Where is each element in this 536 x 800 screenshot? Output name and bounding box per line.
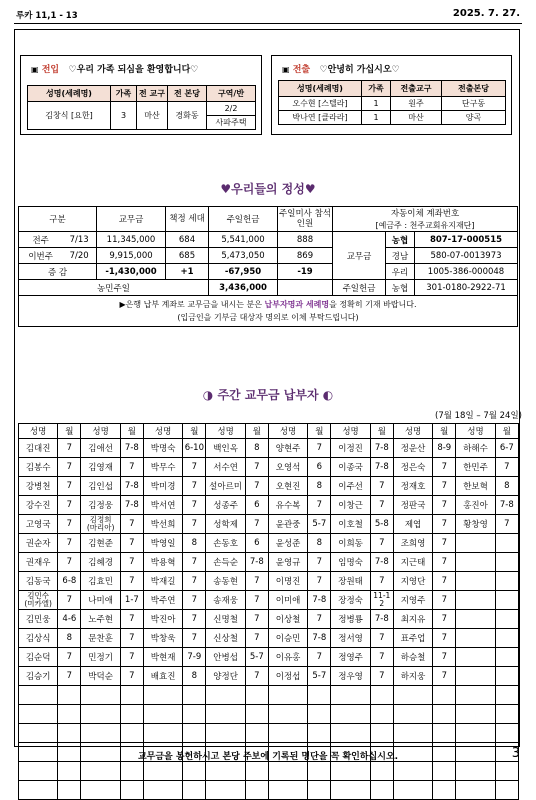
table-row (19, 515, 519, 534)
move-out-table: 성명(세례명) 가족 전출교구 전출본당 오수현 [스텔라] 1 원주 단구동 박나연 [클라라] 1 마산 양곡 (278, 80, 506, 125)
table-cell: 김인섭 (81, 477, 120, 496)
table-row (19, 534, 519, 553)
table-row (19, 458, 519, 477)
table-cell: 지근태 (393, 553, 432, 572)
empty-row (19, 724, 519, 743)
table-cell: 7 (120, 610, 143, 629)
square-icon: ▣ (31, 65, 39, 74)
table-cell: 7 (120, 553, 143, 572)
table-cell: 양정단 (206, 667, 245, 686)
table-cell: 박덕순 (81, 667, 120, 686)
table-cell: 7 (370, 667, 393, 686)
table-cell: 7 (370, 477, 393, 496)
table-cell: 7 (245, 515, 268, 534)
table-cell: 6-7 (495, 439, 518, 458)
col-header-month: 월 (370, 424, 393, 439)
table-cell: 7 (245, 667, 268, 686)
table-cell: 김순덕 (19, 648, 58, 667)
table-cell: 7 (245, 591, 268, 610)
table-cell: 7 (183, 629, 206, 648)
table-cell: 7 (183, 458, 206, 477)
table-cell: 7 (245, 629, 268, 648)
col-header-name: 성명 (19, 424, 58, 439)
table-row (19, 629, 519, 648)
table-cell: 윤영규 (268, 553, 307, 572)
col-header-month: 월 (245, 424, 268, 439)
table-cell: 5-8 (370, 515, 393, 534)
empty-row (19, 705, 519, 724)
table-cell: 7 (245, 477, 268, 496)
table-cell: 7 (495, 515, 518, 534)
col-header-name: 성명 (456, 424, 495, 439)
table-cell: 강병천 (19, 477, 58, 496)
table-cell: 신명철 (206, 610, 245, 629)
table-row (19, 496, 519, 515)
table-cell: 윤관중 (268, 515, 307, 534)
table-cell (495, 553, 518, 572)
table-cell: 8 (495, 477, 518, 496)
table-cell: 박진아 (143, 610, 182, 629)
table-cell: 박주연 (143, 591, 182, 610)
table-cell: 박명숙 (143, 439, 182, 458)
table-cell: 7 (120, 515, 143, 534)
table-cell: 7 (58, 496, 81, 515)
footer-note: 교무금을 봉헌하시고 본당 주보에 기록된 명단을 꼭 확인하십시오. (137, 752, 399, 762)
table-cell: 김애선 (81, 439, 120, 458)
table-cell: 서수연 (206, 458, 245, 477)
table-cell: 박영일 (143, 534, 182, 553)
col-header-month: 월 (58, 424, 81, 439)
table-cell: 민정기 (81, 648, 120, 667)
table-cell (495, 591, 518, 610)
table-cell: 7 (370, 629, 393, 648)
table-cell: 설아르미 (206, 477, 245, 496)
table-cell: 김효민 (81, 572, 120, 591)
table-cell: 정병룡 (331, 610, 370, 629)
table-cell: 정우영 (331, 667, 370, 686)
table-cell: 7 (120, 572, 143, 591)
table-cell: 8 (308, 534, 331, 553)
table-row (19, 477, 519, 496)
table-cell: 제엽 (393, 515, 432, 534)
table-cell: 7 (58, 591, 81, 610)
table-cell: 7 (245, 610, 268, 629)
table-cell: 김동국 (19, 572, 58, 591)
bulletin-date: 2025. 7. 27. (452, 8, 520, 19)
table-cell: 이미애 (268, 591, 307, 610)
table-cell: 7 (120, 458, 143, 477)
table-cell: 7 (433, 610, 456, 629)
table-cell: 7 (58, 477, 81, 496)
table-cell: 7 (433, 496, 456, 515)
table-cell: 정서영 (331, 629, 370, 648)
table-cell: 오영석 (268, 458, 307, 477)
table-cell: 7 (370, 648, 393, 667)
table-cell: 11-1 2 (370, 591, 393, 610)
table-cell: 강수진 (19, 496, 58, 515)
table-cell: 7 (183, 591, 206, 610)
move-out-title: ▣ 전출 ♡안녕히 가십시오♡ (282, 65, 400, 75)
move-in-box (20, 55, 262, 135)
col-header-name: 성명 (268, 424, 307, 439)
table-cell: 하지웅 (393, 667, 432, 686)
table-cell: 고영국 (19, 515, 58, 534)
table-cell: 7 (58, 553, 81, 572)
table-cell: 6 (245, 534, 268, 553)
table-cell (456, 667, 495, 686)
table-cell: 7 (58, 667, 81, 686)
table-cell: 이승민 (268, 629, 307, 648)
table-cell: 박선희 (143, 515, 182, 534)
table-cell: 박용혁 (143, 553, 182, 572)
table-cell (456, 572, 495, 591)
table-cell: 윤성준 (268, 534, 307, 553)
offering-table: 구분 교무금 책정 세대 주일헌금 주일미사 참석인원 자동이체 계좌번호 [예금주 : 천주교회유지재단] 전주 7/13 11,345,000 684 5,541,000 888 교무금 농협 807-17-000515 이번주 7/20 9,915,000 685 5,473,050 869 경남 580-07-0013973 증 감 -1,430,000 +1 -67,950 -19 우리 1005-386-000048 농민주일 3,436,000 주일헌금 농협 301-0180-2922-71 ▶은행 납부 계좌로 교무금을 내시는 분은 납부자명과 세례명을 정확히 기재 바랍니다. (입금인을 기부금 대상자 명의로 이체 부탁드립니다) (18, 206, 518, 327)
table-cell: 7-8 (370, 439, 393, 458)
page-header (14, 6, 522, 20)
table-cell: 이정섭 (268, 667, 307, 686)
table-cell: 홍진아 (456, 496, 495, 515)
table-cell: 박현재 (143, 648, 182, 667)
table-cell: 7 (245, 458, 268, 477)
table-cell: 7 (183, 572, 206, 591)
table-cell: 7 (308, 439, 331, 458)
table-cell (495, 667, 518, 686)
table-cell: 7 (308, 648, 331, 667)
table-cell: 김봉수 (19, 458, 58, 477)
table-cell: 최지유 (393, 610, 432, 629)
table-cell: 김영재 (81, 458, 120, 477)
table-cell: 표주업 (393, 629, 432, 648)
table-cell: 유수복 (268, 496, 307, 515)
table-cell: 김현준 (81, 534, 120, 553)
table-cell: 5-7 (308, 667, 331, 686)
table-cell (456, 610, 495, 629)
table-cell (495, 648, 518, 667)
table-cell: 김정희 (마리아) (81, 515, 120, 534)
table-cell: 문찬훈 (81, 629, 120, 648)
col-header-name: 성명 (393, 424, 432, 439)
table-cell: 7 (433, 667, 456, 686)
table-cell: 정판국 (393, 496, 432, 515)
table-cell: 7 (58, 648, 81, 667)
table-cell: 7 (58, 534, 81, 553)
col-header-month: 월 (495, 424, 518, 439)
empty-row (19, 762, 519, 781)
move-in-title: ▣ 전입 ♡우리 가족 되심을 환영합니다♡ (31, 65, 199, 75)
table-cell: 임명숙 (331, 553, 370, 572)
table-cell: 7 (120, 629, 143, 648)
table-cell: 8 (245, 439, 268, 458)
table-cell: 5-7 (245, 648, 268, 667)
table-cell: 장원태 (331, 572, 370, 591)
table-cell: 7 (183, 610, 206, 629)
table-cell: 7 (120, 648, 143, 667)
table-cell: 노주현 (81, 610, 120, 629)
bible-verse: 루카 11,1 - 13 (16, 11, 78, 21)
page-number: 3 (511, 746, 520, 761)
table-cell: 7 (433, 458, 456, 477)
table-cell: 한보혁 (456, 477, 495, 496)
table-cell (495, 610, 518, 629)
empty-row (19, 781, 519, 800)
table-cell: 7 (308, 496, 331, 515)
offering-note: ▶은행 납부 계좌로 교무금을 내시는 분은 납부자명과 세례명을 정확히 기재 바랍니다. (입금인을 기부금 대상자 명의로 이체 부탁드립니다) (19, 296, 518, 327)
table-cell (456, 534, 495, 553)
table-cell: 이창근 (331, 496, 370, 515)
table-cell: 7-9 (183, 648, 206, 667)
table-cell: 7-8 (370, 458, 393, 477)
table-cell: 송동현 (206, 572, 245, 591)
table-cell: 7 (370, 496, 393, 515)
table-cell: 7 (433, 553, 456, 572)
table-cell: 김민웅 (19, 610, 58, 629)
table-cell: 7 (308, 553, 331, 572)
table-row (19, 439, 519, 458)
table-cell: 7 (183, 515, 206, 534)
table-cell: 권재우 (19, 553, 58, 572)
offering-title: ♥우리들의 정성♥ (220, 182, 316, 196)
table-row (19, 591, 519, 610)
table-cell: 7 (370, 572, 393, 591)
table-cell: 김민수 (미카엘) (19, 591, 58, 610)
col-header-name: 성명 (81, 424, 120, 439)
table-cell: 7 (58, 439, 81, 458)
table-row (19, 572, 519, 591)
table-cell: 8-9 (433, 439, 456, 458)
table-cell: 이정진 (331, 439, 370, 458)
table-cell: 지영단 (393, 572, 432, 591)
col-header-month: 월 (308, 424, 331, 439)
table-cell: 장정숙 (331, 591, 370, 610)
table-cell: 7-8 (120, 439, 143, 458)
table-cell: 8 (183, 534, 206, 553)
table-cell: 박재길 (143, 572, 182, 591)
table-cell: 조희영 (393, 534, 432, 553)
table-cell: 7 (245, 572, 268, 591)
table-cell (456, 591, 495, 610)
table-cell: 안병섭 (206, 648, 245, 667)
table-cell: 이유홍 (268, 648, 307, 667)
table-cell (456, 629, 495, 648)
table-cell: 7 (120, 667, 143, 686)
table-cell: 신상철 (206, 629, 245, 648)
table-cell: 김대진 (19, 439, 58, 458)
table-cell: 7-8 (308, 629, 331, 648)
table-cell: 7 (433, 572, 456, 591)
table-row (19, 648, 519, 667)
table-cell (495, 534, 518, 553)
table-cell: 박무수 (143, 458, 182, 477)
table-cell: 이명진 (268, 572, 307, 591)
table-cell: 7 (433, 591, 456, 610)
table-cell: 7 (308, 572, 331, 591)
table-cell: 양현주 (268, 439, 307, 458)
table-cell: 8 (58, 629, 81, 648)
table-row (19, 610, 519, 629)
table-cell: 7 (433, 515, 456, 534)
table-cell: 7 (183, 553, 206, 572)
table-cell: 손득순 (206, 553, 245, 572)
table-cell: 백인옥 (206, 439, 245, 458)
table-cell: 정운산 (393, 439, 432, 458)
col-header-month: 월 (433, 424, 456, 439)
col-header-name: 성명 (331, 424, 370, 439)
table-cell: 김정웅 (81, 496, 120, 515)
table-cell: 박서연 (143, 496, 182, 515)
table-cell: 김혜경 (81, 553, 120, 572)
table-cell: 7 (308, 610, 331, 629)
table-cell: 박미경 (143, 477, 182, 496)
table-cell: 정재호 (393, 477, 432, 496)
table-cell: 오현진 (268, 477, 307, 496)
col-header-month: 월 (120, 424, 143, 439)
table-cell: 권순자 (19, 534, 58, 553)
table-row (19, 553, 519, 572)
table-cell: 7 (433, 629, 456, 648)
table-cell: 이종국 (331, 458, 370, 477)
table-cell: 7-8 (120, 496, 143, 515)
table-cell: 김상식 (19, 629, 58, 648)
table-cell: 박창욱 (143, 629, 182, 648)
table-cell: 한민주 (456, 458, 495, 477)
table-row (19, 667, 519, 686)
empty-row (19, 686, 519, 705)
table-cell: 배효진 (143, 667, 182, 686)
table-cell: 7 (58, 515, 81, 534)
table-cell: 정은숙 (393, 458, 432, 477)
weekly-title: ◑ 주간 교무금 납부자 ◐ (202, 388, 334, 402)
col-header-month: 월 (183, 424, 206, 439)
table-cell: 7 (433, 534, 456, 553)
table-cell: 1-7 (120, 591, 143, 610)
table-cell: 6-8 (58, 572, 81, 591)
table-cell: 성종주 (206, 496, 245, 515)
table-cell (495, 629, 518, 648)
table-cell (456, 648, 495, 667)
square-icon: ▣ (282, 65, 290, 74)
weekly-payers-table (18, 423, 519, 800)
weekly-date-range: (7월 18일 – 7월 24일) (435, 411, 522, 421)
table-cell: 나미애 (81, 591, 120, 610)
col-header-name: 성명 (143, 424, 182, 439)
table-cell: 7 (495, 458, 518, 477)
table-cell: 7-8 (308, 591, 331, 610)
table-cell: 황창영 (456, 515, 495, 534)
table-cell: 7-8 (495, 496, 518, 515)
table-cell: 정영주 (331, 648, 370, 667)
table-cell: 6-10 (183, 439, 206, 458)
table-cell: 7 (433, 477, 456, 496)
table-cell: 7-8 (370, 610, 393, 629)
table-cell: 8 (308, 477, 331, 496)
table-cell: 7 (58, 458, 81, 477)
table-cell: 송재웅 (206, 591, 245, 610)
table-cell: 4-6 (58, 610, 81, 629)
table-cell: 이주선 (331, 477, 370, 496)
table-cell: 손동호 (206, 534, 245, 553)
table-cell: 이상철 (268, 610, 307, 629)
table-cell: 7 (120, 534, 143, 553)
table-cell: 6 (308, 458, 331, 477)
table-cell: 7-8 (370, 553, 393, 572)
table-cell: 7 (433, 648, 456, 667)
table-cell: 8 (183, 667, 206, 686)
col-header-name: 성명 (206, 424, 245, 439)
table-cell (456, 553, 495, 572)
table-cell: 김창식 [요한] (28, 102, 111, 130)
table-cell: 김승기 (19, 667, 58, 686)
table-cell: 7-8 (120, 477, 143, 496)
table-cell: 6 (245, 496, 268, 515)
table-cell: 7-8 (245, 553, 268, 572)
table-cell: 이희동 (331, 534, 370, 553)
table-cell: 7 (370, 534, 393, 553)
table-cell (495, 572, 518, 591)
move-in-table: 성명(세례명) 가족 전 교구 전 본당 구역/반 김창식 [요한] 3 마산 경화동 2/2 사파주택 (27, 85, 256, 130)
table-cell: 지영주 (393, 591, 432, 610)
table-cell: 성학제 (206, 515, 245, 534)
table-cell: 하승철 (393, 648, 432, 667)
move-out-box (271, 55, 512, 135)
table-cell: 5-7 (308, 515, 331, 534)
table-cell: 하해수 (456, 439, 495, 458)
table-cell: 7 (183, 496, 206, 515)
table-cell: 이호철 (331, 515, 370, 534)
table-cell: 7 (183, 477, 206, 496)
